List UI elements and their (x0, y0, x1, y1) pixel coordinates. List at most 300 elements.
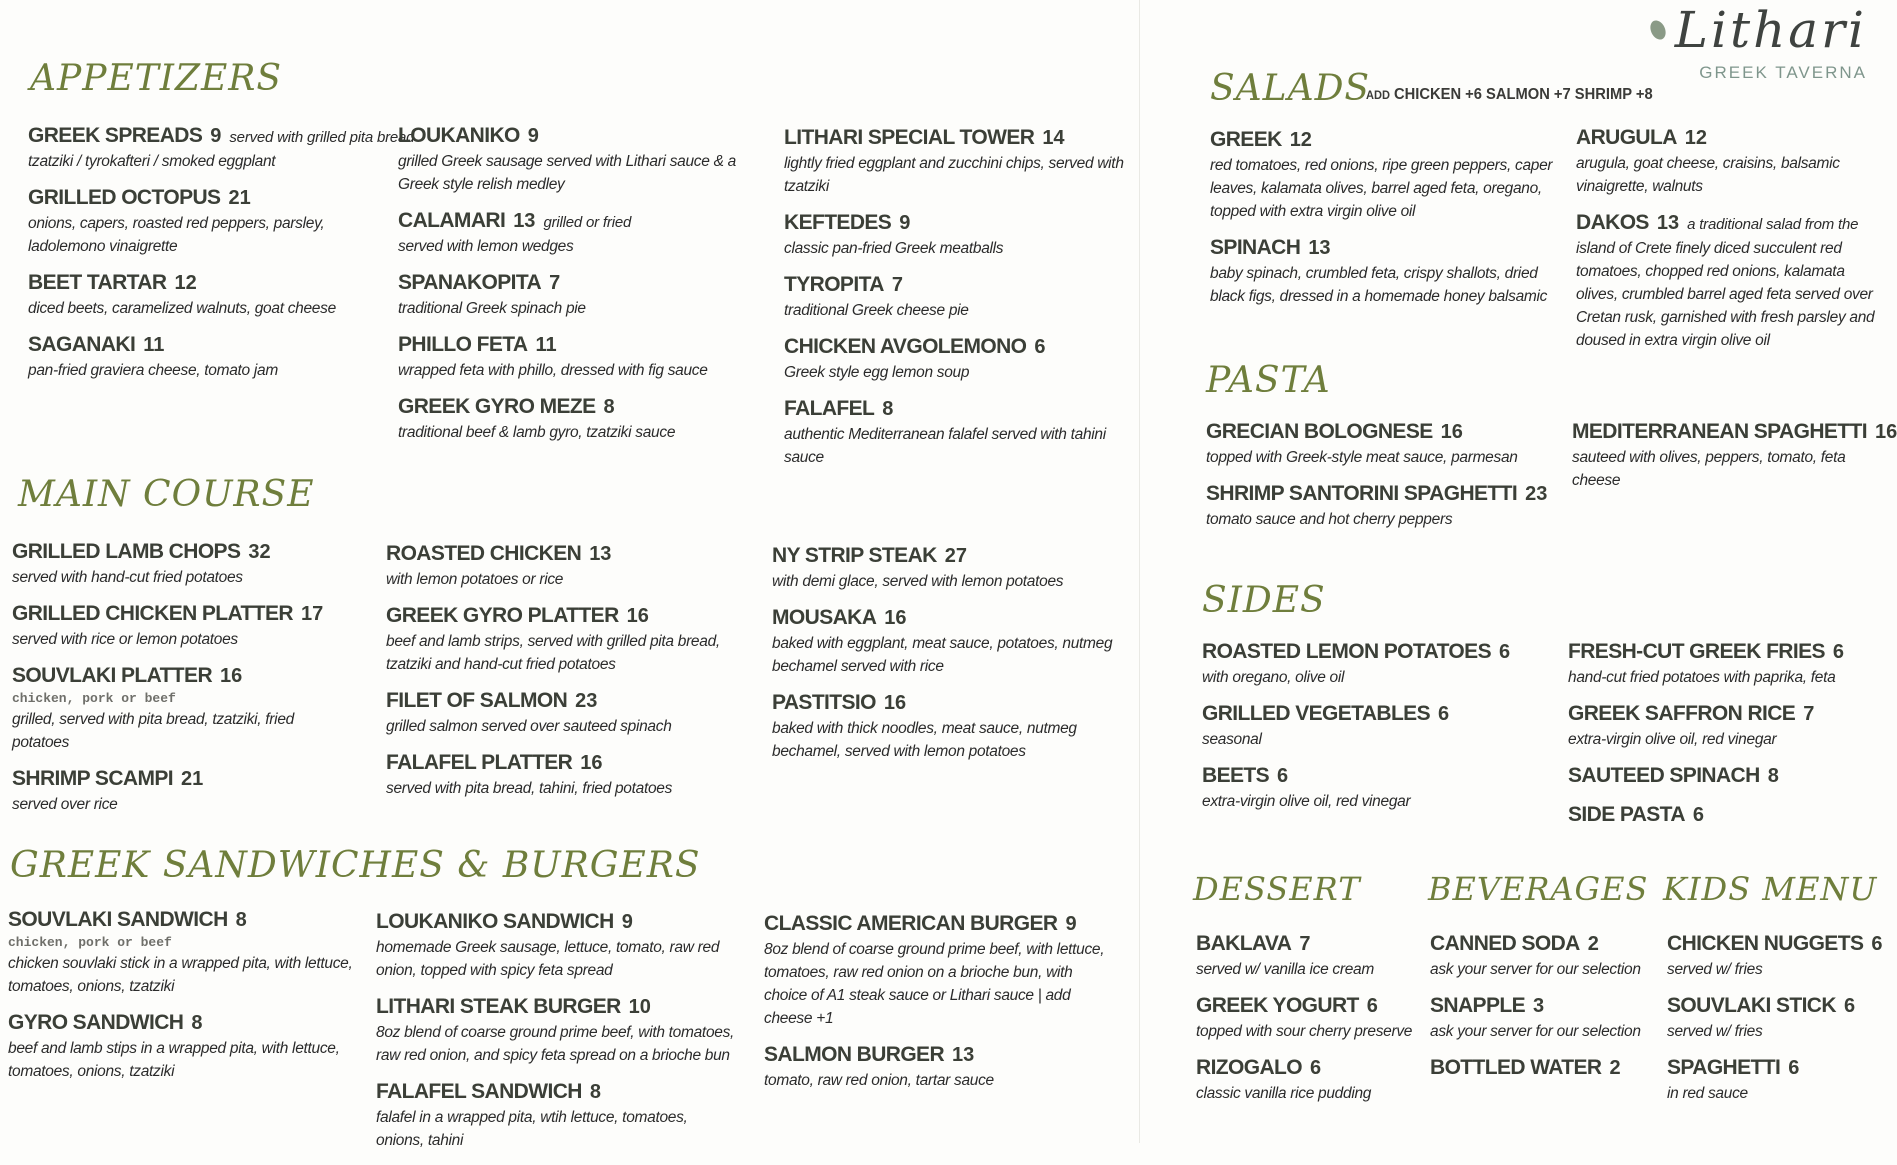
menu-item-name: GRECIAN BOLOGNESE (1206, 420, 1433, 443)
menu-item (1206, 482, 1556, 531)
menu-item-price: 8 (589, 1081, 601, 1103)
menu-item-description: served with lemon wedges (398, 238, 574, 255)
menu-item-description: seasonal (1202, 731, 1262, 748)
menu-item-description: homemade Greek sausage, lettuce, tomato, raw red onion, topped with spicy feta spread (376, 939, 720, 979)
brand-name: Lithari (1674, 1, 1867, 59)
menu-item (784, 397, 1144, 469)
menu-item-option-note: chicken, pork or beef (12, 691, 176, 706)
menu-item-description: topped with sour cherry preserve (1196, 1023, 1413, 1040)
menu-item (398, 271, 738, 320)
menu-item-price: 2 (1587, 933, 1599, 955)
menu-item-header (386, 604, 736, 630)
menu-item-description: 8oz blend of coarse ground prime beef, with tomatoes, raw red onion, and spicy feta spread on a brioche bun (376, 1024, 735, 1064)
menu-item-header (764, 912, 1114, 938)
menu-item-name: GREEK GYRO MEZE (398, 395, 596, 418)
menu-item-name: BOTTLED WATER (1430, 1056, 1602, 1079)
menu-item-description: hand-cut fried potatoes with paprika, feta (1568, 669, 1836, 686)
sandwiches-column-2 (376, 910, 736, 1165)
menu-item-price: 6 (1843, 995, 1856, 1017)
menu-item-name: SAGANAKI (28, 333, 136, 356)
brand-logo (1651, 1, 1867, 83)
menu-item-name: SIDE PASTA (1568, 803, 1685, 826)
menu-item-price: 6 (1366, 995, 1378, 1017)
sandwiches-column-3 (764, 912, 1114, 1105)
menu-item (784, 335, 1144, 384)
menu-item-price: 13 (1308, 237, 1331, 259)
menu-item-price: 6 (1034, 336, 1046, 358)
menu-item-description: extra-virgin olive oil, red vinegar (1568, 731, 1777, 748)
menu-item-price: 9 (1065, 913, 1077, 935)
menu-item-header (386, 542, 736, 568)
menu-item-name: PHILLO FETA (398, 333, 528, 356)
menu-item (764, 912, 1114, 1030)
menu-item-description: served with pita bread, tahini, fried potatoes (386, 780, 673, 797)
menu-item-name: GREEK GYRO PLATTER (386, 604, 619, 627)
kids-menu-column (1667, 932, 1882, 1118)
menu-item-header (12, 602, 342, 628)
menu-item-description: classic pan-fried Greek meatballs (784, 240, 1004, 257)
main-course-column-2 (386, 542, 736, 813)
menu-item-description: ask your server for our selection (1430, 961, 1641, 978)
menu-item-header (784, 211, 1144, 237)
menu-item-price: 27 (944, 545, 967, 567)
menu-item-description: beef and lamb stips in a wrapped pita, with lettuce, tomatoes, onions, tzatziki (8, 1040, 340, 1080)
menu-item-header (1667, 994, 1882, 1020)
menu-item-name: BEET TARTAR (28, 271, 167, 294)
menu-item-price: 23 (1525, 483, 1548, 505)
menu-item-option-note: chicken, pork or beef (8, 935, 172, 950)
menu-item-name: GREEK YOGURT (1196, 994, 1359, 1017)
menu-item-price: 9 (210, 125, 222, 147)
appetizers-column-1 (28, 124, 415, 395)
menu-item-description: grilled salmon served over sauteed spinach (386, 718, 672, 735)
menu-item-description: chicken souvlaki stick in a wrapped pita, with lettuce, tomatoes, onions, tzatziki (8, 955, 353, 995)
salad-add-prefix: ADD (1366, 88, 1390, 102)
menu-item-description: tomato sauce and hot cherry peppers (1206, 511, 1453, 528)
menu-item (398, 124, 738, 196)
menu-item-description: diced beets, caramelized walnuts, goat cheese (28, 300, 336, 317)
olive-icon (1647, 18, 1668, 42)
menu-item (28, 271, 368, 320)
menu-item-description: red tomatoes, red onions, ripe green peppers, caper leaves, kalamata olives, barrel aged feta, oregano, topped with extra virgin olive oil (1210, 157, 1553, 220)
salads-column-1 (1210, 128, 1560, 321)
menu-item-price: 13 (1656, 212, 1680, 234)
menu-item-price: 23 (575, 690, 598, 712)
menu-item-name: SPAGHETTI (1667, 1056, 1781, 1079)
menu-item-name: CLASSIC AMERICAN BURGER (764, 912, 1058, 935)
menu-item-price: 16 (1875, 421, 1897, 443)
salads-column-2 (1576, 126, 1876, 365)
menu-item-header (1576, 126, 1876, 152)
menu-item-name: FILET OF SALMON (386, 689, 568, 712)
menu-item-header (398, 271, 738, 297)
menu-item (12, 664, 342, 754)
menu-item-name: MEDITERRANEAN SPAGHETTI (1572, 420, 1867, 443)
menu-item-name: NY STRIP STEAK (772, 544, 937, 567)
menu-item-name: SPANAKOPITA (398, 271, 542, 294)
sides-column-2 (1568, 640, 1868, 842)
menu-item-description: traditional Greek cheese pie (784, 302, 969, 319)
menu-item-description: baby spinach, crumbled feta, crispy shallots, dried black figs, dressed in a homemade honey balsamic (1210, 265, 1548, 305)
menu-item-header (1430, 932, 1655, 958)
menu-item (1667, 994, 1882, 1043)
menu-item-header (1202, 764, 1542, 790)
menu-item-description: wrapped feta with phillo, dressed with fig sauce (398, 362, 708, 379)
pasta-column-1 (1206, 420, 1556, 544)
menu-item-description: baked with eggplant, meat sauce, potatoes, nutmeg bechamel served with rice (772, 635, 1113, 675)
menu-item (28, 186, 368, 258)
menu-item-name: ARUGULA (1576, 126, 1677, 149)
menu-item-name: FALAFEL SANDWICH (376, 1080, 582, 1103)
menu-item-price: 14 (1042, 127, 1065, 149)
menu-item-header (772, 691, 1122, 717)
menu-item-header (398, 209, 738, 235)
menu-item (12, 540, 342, 589)
menu-item-header (1210, 128, 1560, 154)
menu-item-inline-note: served with grilled pita bread (229, 129, 415, 146)
heading-sandwiches: GREEK SANDWICHES & BURGERS (10, 845, 701, 886)
menu-item (386, 751, 736, 800)
menu-item-price: 8 (235, 909, 247, 931)
menu-item (1206, 420, 1556, 469)
heading-main-course: MAIN COURSE (18, 474, 315, 515)
menu-item-price: 6 (1871, 933, 1883, 955)
menu-item (784, 126, 1144, 198)
menu-item (376, 910, 736, 982)
menu-item (28, 124, 415, 173)
menu-item-name: LITHARI SPECIAL TOWER (784, 126, 1035, 149)
menu-item-inline-note: grilled or fried (543, 214, 632, 231)
menu-item-price: 12 (174, 272, 197, 294)
menu-item (398, 209, 738, 258)
menu-item (1202, 764, 1542, 813)
menu-item-name: GREEK SAFFRON RICE (1568, 702, 1796, 725)
menu-item-header (1576, 211, 1876, 237)
menu-item-header (772, 606, 1122, 632)
menu-item-header (1196, 932, 1421, 958)
menu-item-description: served w/ fries (1667, 961, 1763, 978)
menu-item-name: FALAFEL PLATTER (386, 751, 573, 774)
menu-item-description: authentic Mediterranean falafel served with tahini sauce (784, 426, 1106, 466)
main-course-column-1 (12, 540, 342, 829)
menu-item (398, 395, 738, 444)
menu-item-name: KEFTEDES (784, 211, 892, 234)
menu-item (764, 1043, 1114, 1092)
menu-item (1576, 211, 1876, 352)
menu-item-header (784, 126, 1144, 152)
menu-item-price: 6 (1788, 1057, 1800, 1079)
menu-item-name: GREEK SPREADS (28, 124, 203, 147)
menu-item-price: 17 (300, 603, 324, 625)
menu-item-header (398, 395, 738, 421)
salad-add-text: CHICKEN +6 SALMON +7 SHRIMP +8 (1394, 86, 1653, 103)
menu-item-name: BAKLAVA (1196, 932, 1292, 955)
menu-item-name: SALMON BURGER (764, 1043, 945, 1066)
menu-item-description: served with hand-cut fried potatoes (12, 569, 243, 586)
menu-item-description: with lemon potatoes or rice (386, 571, 564, 588)
menu-item (1430, 932, 1655, 981)
menu-item-description: ask your server for our selection (1430, 1023, 1641, 1040)
menu-item-price: 21 (228, 187, 251, 209)
menu-item-description: island of Crete finely diced succulent red tomatoes, chopped red onions, kalamata olives, crumbled barrel aged feta served over Cretan rusk, garnished with fresh parsley and doused in extra virgin olive oil (1576, 240, 1875, 349)
menu-item-price: 8 (882, 398, 894, 420)
menu-item-header (376, 1080, 736, 1106)
menu-item-name: SHRIMP SCAMPI (12, 767, 173, 790)
menu-item-header (1568, 640, 1868, 666)
menu-item-description: served w/ fries (1667, 1023, 1763, 1040)
menu-item-header (1568, 764, 1868, 790)
menu-item (1568, 764, 1868, 790)
menu-item-price: 9 (621, 911, 633, 933)
menu-item-name: PASTITSIO (772, 691, 876, 714)
menu-item-price: 13 (513, 210, 536, 232)
menu-item-header (376, 995, 736, 1021)
menu-item-header (1667, 1056, 1882, 1082)
menu-item-price: 6 (1277, 765, 1289, 787)
main-course-column-3 (772, 544, 1122, 776)
dessert-column (1196, 932, 1421, 1118)
menu-item-name: CALAMARI (398, 209, 506, 232)
menu-item-header (398, 124, 738, 150)
menu-item-description: onions, capers, roasted red peppers, parsley, ladolemono vinaigrette (28, 215, 325, 255)
appetizers-column-3 (784, 126, 1144, 482)
menu-item-price: 16 (1440, 421, 1463, 443)
menu-item (1202, 640, 1542, 689)
heading-kids-menu: KIDS MENU (1663, 870, 1878, 908)
menu-item (1667, 1056, 1882, 1105)
menu-item-description: in red sauce (1667, 1085, 1748, 1102)
menu-item-price: 6 (1438, 703, 1450, 725)
menu-item-price: 7 (891, 274, 903, 296)
menu-item-price: 8 (191, 1012, 203, 1034)
menu-item-price: 7 (1803, 703, 1815, 725)
menu-item-description: arugula, goat cheese, craisins, balsamic vinaigrette, walnuts (1576, 155, 1840, 195)
menu-item-price: 16 (884, 607, 907, 629)
menu-item-description: served over rice (12, 796, 118, 813)
sandwiches-column-1 (8, 908, 363, 1096)
menu-item-price: 16 (883, 692, 907, 714)
menu-item-description: sauteed with olives, peppers, tomato, feta cheese (1572, 449, 1846, 489)
menu-item-price: 10 (628, 996, 651, 1018)
menu-item-description: pan-fried graviera cheese, tomato jam (28, 362, 278, 379)
menu-item-name: SOUVLAKI PLATTER (12, 664, 213, 687)
menu-item-description: beef and lamb strips, served with grilled pita bread, tzatziki and hand-cut fried potatoes (386, 633, 720, 673)
menu-item-name: CHICKEN AVGOLEMONO (784, 335, 1027, 358)
menu-item-name: MOUSAKA (772, 606, 877, 629)
menu-item (1196, 1056, 1421, 1105)
menu-item-price: 6 (1310, 1057, 1322, 1079)
menu-item-price: 12 (1289, 129, 1312, 151)
menu-item (8, 908, 363, 998)
menu-item-inline-note: a traditional salad from the (1687, 216, 1859, 233)
menu-item-price: 16 (626, 605, 649, 627)
menu-item (1202, 702, 1542, 751)
menu-item-description: Greek style egg lemon soup (784, 364, 970, 381)
menu-item-header (784, 273, 1144, 299)
menu-item-header (784, 335, 1144, 361)
menu-item-description: tomato, raw red onion, tartar sauce (764, 1072, 994, 1089)
heading-salads: SALADS (1210, 68, 1371, 109)
menu-item-name: FALAFEL (784, 397, 875, 420)
menu-item-name: SNAPPLE (1430, 994, 1525, 1017)
menu-item (1568, 803, 1868, 829)
menu-item-header (8, 1011, 363, 1037)
menu-item (1210, 236, 1560, 308)
menu-item-name: TYROPITA (784, 273, 884, 296)
menu-item-header (28, 186, 368, 212)
beverages-column (1430, 932, 1655, 1095)
heading-beverages: BEVERAGES (1428, 870, 1649, 908)
salad-add-ons (1366, 86, 1653, 104)
menu-item-price: 16 (220, 665, 243, 687)
menu-item (12, 602, 342, 651)
menu-item (1667, 932, 1882, 981)
menu-item (772, 606, 1122, 678)
menu-item (772, 691, 1122, 763)
menu-item-price: 7 (1299, 933, 1311, 955)
menu-item-header (1196, 1056, 1421, 1082)
menu-item (386, 689, 736, 738)
menu-item (1430, 1056, 1655, 1082)
menu-item-description: traditional beef & lamb gyro, tzatziki sauce (398, 424, 676, 441)
menu-item-name: CANNED SODA (1430, 932, 1580, 955)
menu-item-name: GRILLED LAMB CHOPS (12, 540, 241, 563)
menu-item-name: RIZOGALO (1196, 1056, 1303, 1079)
menu-item-name: SOUVLAKI STICK (1667, 994, 1836, 1017)
menu-item-name: SAUTEED SPINACH (1568, 764, 1760, 787)
menu-item (1572, 420, 1897, 492)
menu-item (784, 273, 1144, 322)
menu-item-header (386, 689, 736, 715)
menu-item (376, 1080, 736, 1152)
menu-item-header (1210, 236, 1560, 262)
menu-item-header (12, 540, 342, 566)
menu-item-name: ROASTED LEMON POTATOES (1202, 640, 1491, 663)
menu-item-description: baked with thick noodles, meat sauce, nutmeg bechamel, served with lemon potatoes (772, 720, 1077, 760)
menu-item-description: with oregano, olive oil (1202, 669, 1345, 686)
menu-item-price: 8 (1767, 765, 1779, 787)
menu-item-header (772, 544, 1122, 570)
menu-item-description: falafel in a wrapped pita, wtih lettuce, tomatoes, onions, tahini (376, 1109, 688, 1149)
menu-item (12, 767, 342, 816)
menu-item (772, 544, 1122, 593)
menu-item (1196, 932, 1421, 981)
menu-item-price: 2 (1609, 1057, 1621, 1079)
menu-item-price: 6 (1692, 804, 1705, 826)
pasta-column-2 (1572, 420, 1897, 505)
menu-item-price: 12 (1684, 127, 1708, 149)
heading-sides: SIDES (1202, 580, 1326, 621)
menu-item-price: 13 (589, 543, 612, 565)
menu-item-price: 3 (1533, 995, 1545, 1017)
menu-item (386, 604, 736, 676)
menu-item-description: 8oz blend of coarse ground prime beef, with lettuce, tomatoes, raw red onion on a brioche bun, with choice of A1 steak sauce or Lithari sauce | add cheese +1 (764, 941, 1105, 1027)
menu-item (1430, 994, 1655, 1043)
menu-item-name: CHICKEN NUGGETS (1667, 932, 1864, 955)
menu-item (398, 333, 738, 382)
menu-item-header (28, 271, 368, 297)
menu-item-header (12, 767, 342, 793)
menu-item-price: 11 (143, 334, 165, 356)
menu-item-name: SOUVLAKI SANDWICH (8, 908, 228, 931)
menu-item-name: GRILLED OCTOPUS (28, 186, 221, 209)
menu-item (1196, 994, 1421, 1043)
appetizers-column-2 (398, 124, 738, 457)
menu-item-price: 11 (535, 334, 557, 356)
menu-item-price: 9 (899, 212, 911, 234)
menu-item-price: 13 (952, 1044, 975, 1066)
menu-item (386, 542, 736, 591)
menu-item (376, 995, 736, 1067)
menu-item (1576, 126, 1876, 198)
heading-pasta: PASTA (1206, 360, 1331, 401)
menu-item-header (1572, 420, 1897, 446)
menu-item (784, 211, 1144, 260)
menu-item (1210, 128, 1560, 223)
menu-item-price: 16 (580, 752, 603, 774)
menu-item-description: served with rice or lemon potatoes (12, 631, 238, 648)
menu-item-name: DAKOS (1576, 211, 1649, 234)
menu-item-name: GREEK (1210, 128, 1282, 151)
menu-item-name: GRILLED CHICKEN PLATTER (12, 602, 293, 625)
menu-item (1568, 640, 1868, 689)
menu-item-description: tzatziki / tyrokafteri / smoked eggplant (28, 153, 276, 170)
menu-item-header (386, 751, 736, 777)
heading-dessert: DESSERT (1193, 870, 1361, 908)
menu-item-name: FRESH-CUT GREEK FRIES (1568, 640, 1825, 663)
menu-item-price: 9 (527, 125, 539, 147)
menu-item-header (1206, 482, 1556, 508)
menu-item (1568, 702, 1868, 751)
menu-item-price: 6 (1498, 641, 1511, 663)
menu-item-header (1430, 1056, 1655, 1082)
menu-item-header (1202, 640, 1542, 666)
heading-appetizers: APPETIZERS (30, 58, 283, 99)
menu-item-description: traditional Greek spinach pie (398, 300, 586, 317)
sides-column-1 (1202, 640, 1542, 826)
menu-item-header (376, 910, 736, 936)
menu-item-name: SPINACH (1210, 236, 1301, 259)
menu-item-price: 8 (603, 396, 615, 418)
menu-item-name: BEETS (1202, 764, 1270, 787)
menu-item-header (1196, 994, 1421, 1020)
menu-item-header (1568, 803, 1868, 829)
menu-item-name: ROASTED CHICKEN (386, 542, 582, 565)
menu-item-description: grilled, served with pita bread, tzatziki, fried potatoes (12, 711, 294, 751)
menu-item-description: grilled Greek sausage served with Lithari sauce & a Greek style relish medley (398, 153, 736, 193)
menu-item-description: served w/ vanilla ice cream (1196, 961, 1374, 978)
menu-item-name: GYRO SANDWICH (8, 1011, 184, 1034)
menu-item-price: 7 (549, 272, 561, 294)
menu-item-header (1667, 932, 1882, 958)
menu-item-name: SHRIMP SANTORINI SPAGHETTI (1206, 482, 1518, 505)
menu-item-header (28, 333, 368, 359)
brand-subtitle: GREEK TAVERNA (1699, 62, 1867, 82)
menu-item-header (784, 397, 1144, 423)
menu-item-header (12, 664, 342, 690)
menu-item-header (764, 1043, 1114, 1069)
menu-item-price: 32 (248, 541, 271, 563)
menu-item-name: LITHARI STEAK BURGER (376, 995, 621, 1018)
menu-item-header (28, 124, 415, 150)
menu-item-description: with demi glace, served with lemon potatoes (772, 573, 1064, 590)
menu-item-description: classic vanilla rice pudding (1196, 1085, 1372, 1102)
menu-item-price: 6 (1832, 641, 1845, 663)
menu-item-name: LOUKANIKO (398, 124, 520, 147)
menu-item-header (1202, 702, 1542, 728)
menu-item (8, 1011, 363, 1083)
menu-item-header (1568, 702, 1868, 728)
